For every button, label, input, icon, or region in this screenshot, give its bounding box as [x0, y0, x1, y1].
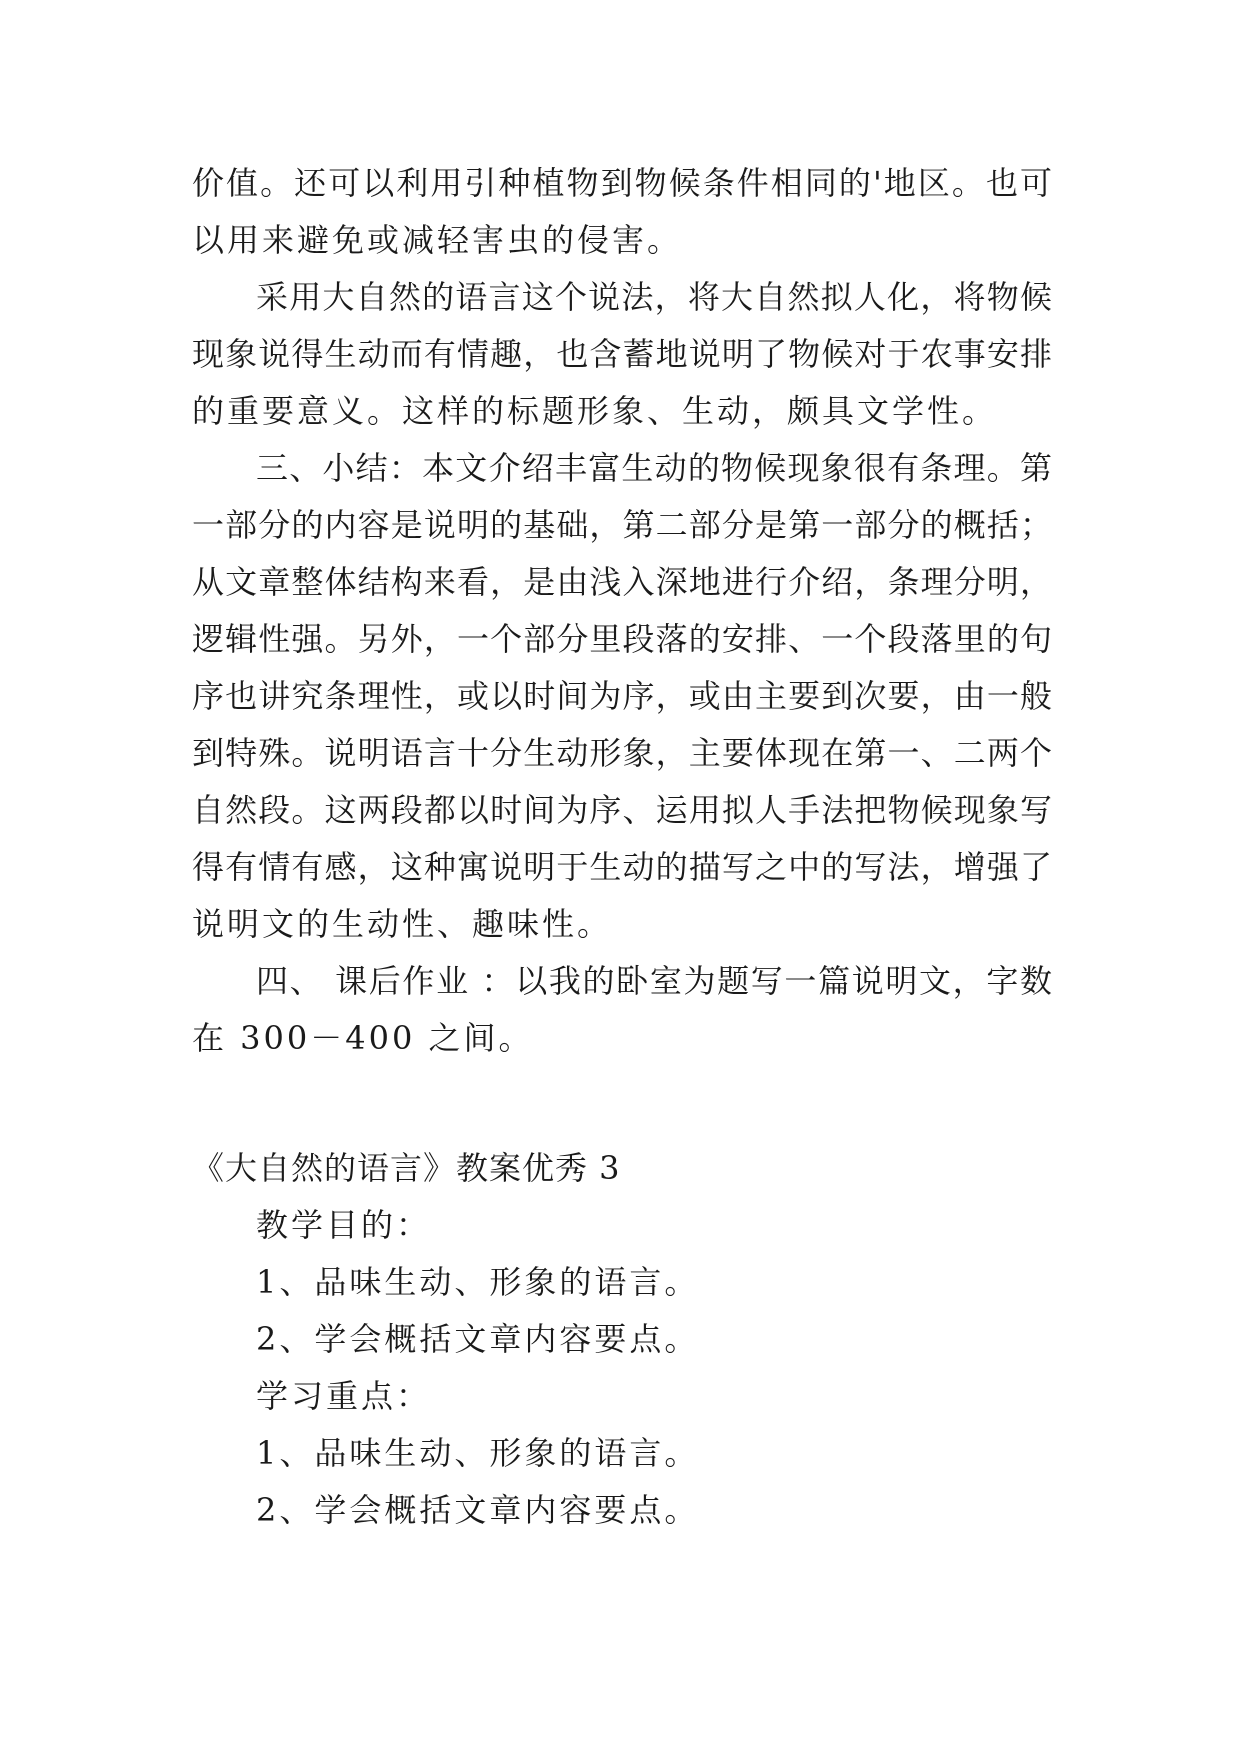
paragraph-line: 现象说得生动而有情趣，也含蓄地说明了物候对于农事安排: [192, 335, 1052, 373]
paragraph-line: 的重要意义。这样的标题形象、生动，颇具文学性。: [192, 392, 998, 430]
paragraph-line: 在 300－400 之间。: [192, 1019, 534, 1057]
paragraph-line: 以用来避免或减轻害虫的侵害。: [192, 221, 683, 259]
paragraph-line: 从文章整体结构来看，是由浅入深地进行介绍，条理分明，: [192, 563, 1052, 601]
paragraph-line: 到特殊。说明语言十分生动形象，主要体现在第一、二两个: [192, 734, 1052, 772]
paragraph-line: 序也讲究条理性，或以时间为序，或由主要到次要，由一般: [192, 677, 1052, 715]
list-item: 1、品味生动、形象的语言。: [256, 1434, 700, 1472]
paragraph-line: 采用大自然的语言这个说法，将大自然拟人化，将物候: [256, 278, 1052, 316]
teaching-goals-heading: 教学目的：: [256, 1206, 432, 1244]
list-item: 2、学会概括文章内容要点。: [256, 1320, 700, 1358]
list-item: 2、学会概括文章内容要点。: [256, 1491, 700, 1529]
paragraph-line: 三、小结：本文介绍丰富生动的物候现象很有条理。第: [256, 449, 1052, 487]
paragraph-line: 得有情有感，这种寓说明于生动的描写之中的写法，增强了: [192, 848, 1052, 886]
paragraph-line: 自然段。这两段都以时间为序、运用拟人手法把物候现象写: [192, 791, 1052, 829]
paragraph-line: 四、 课后作业 ：以我的卧室为题写一篇说明文，字数: [256, 962, 1052, 1000]
paragraph-line: 一部分的内容是说明的基础，第二部分是第一部分的概括；: [192, 506, 1052, 544]
paragraph-line: 说明文的生动性、趣味性。: [192, 905, 613, 943]
section-title: 《大自然的语言》教案优秀 3: [192, 1149, 621, 1187]
key-points-heading: 学习重点：: [256, 1377, 432, 1415]
paragraph-line: 逻辑性强。另外，一个部分里段落的安排、一个段落里的句: [192, 620, 1052, 658]
list-item: 1、品味生动、形象的语言。: [256, 1263, 700, 1301]
paragraph-line: 价值。还可以利用引种植物到物候条件相同的'地区。也可: [192, 164, 1052, 202]
